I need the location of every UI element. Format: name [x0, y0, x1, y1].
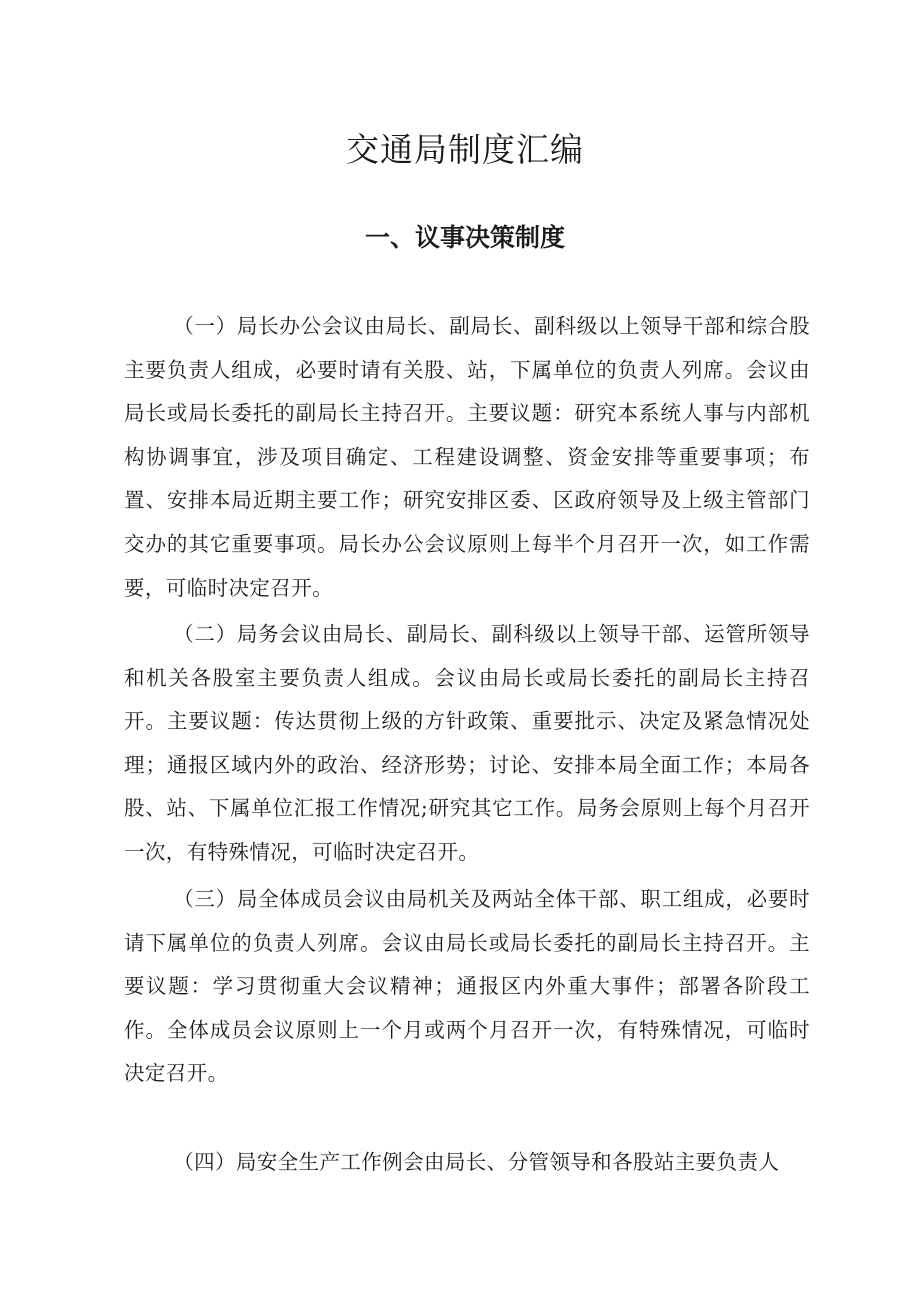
- paragraph-1: （一）局长办公会议由局长、副局长、副科级以上领导干部和综合股主要负责人组成，必要时请有关股、站，下属单位的负责人列席。会议由局长或局长委托的副局长主持召开。主要议题：研究本系统人事与内部机构协调事宜，涉及项目确定、工程建设调整、资金安排等重要事项；布置、安排本局近期主要工作；研究安排区委、区政府领导及上级主管部门交办的其它重要事项。局长办公会议原则上每半个月召开一次，如工作需要，可临时决定召开。: [124, 314, 810, 600]
- section-heading: 一、议事决策制度: [364, 223, 565, 252]
- paragraph-3: （三）局全体成员会议由局机关及两站全体干部、职工组成，必要时请下属单位的负责人列席。会议由局长或局长委托的副局长主持召开。主要议题：学习贯彻重大会议精神；通报区内外重大事件；部署各阶段工作。全体成员会议原则上一个月或两个月召开一次，有特殊情况，可临时决定召开。: [124, 887, 810, 1086]
- document-title: 交通局制度汇编: [346, 130, 584, 169]
- paragraph-2: （二）局务会议由局长、副局长、副科级以上领导干部、运管所领导和机关各股室主要负责人组成。会议由局长或局长委托的副局长主持召开。主要议题：传达贯彻上级的方针政策、重要批示、决定及紧急情况处理；通报区域内外的政治、经济形势；讨论、安排本局全面工作；本局各股、站、下属单位汇报工作情况;研究其它工作。局务会原则上每个月召开一次，有特殊情况，可临时决定召开。: [124, 622, 810, 864]
- paragraph-4: （四）局安全生产工作例会由局长、分管领导和各股站主要负责人: [173, 1150, 780, 1174]
